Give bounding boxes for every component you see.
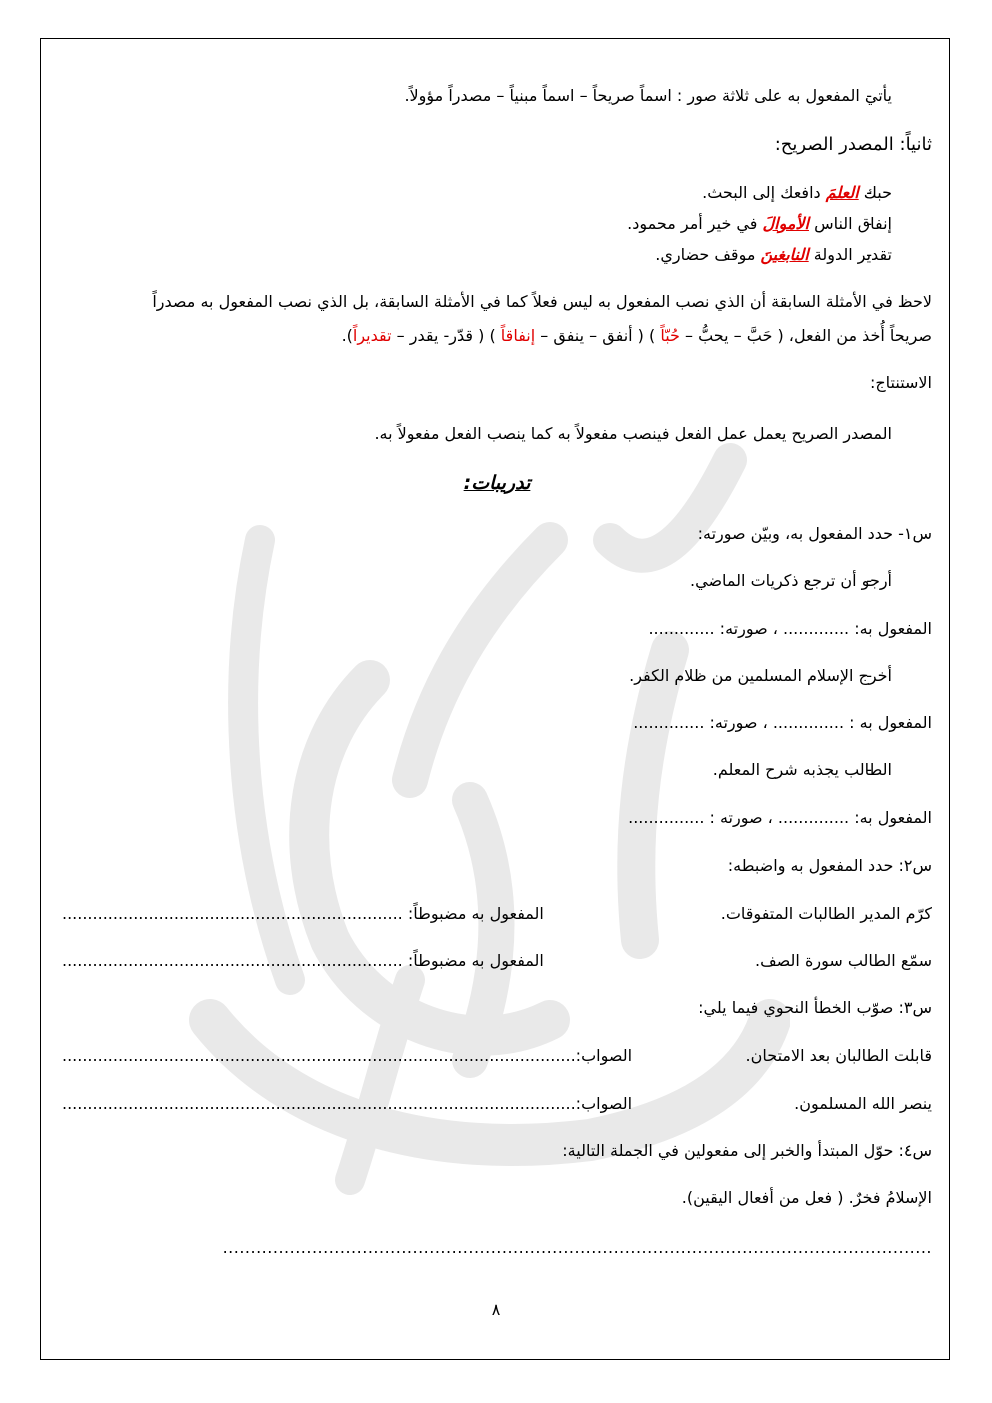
exercises-title: تدريبات:	[463, 472, 531, 494]
q2-row-1: كرّم المدير الطالبات المتفوقات. المفعول به مضبوطاً: ...................................................................	[62, 904, 932, 923]
intro-bullet: - يأتي المفعول به على ثلاثة صور : اسماً صريحاً – اسماً مبنياً – مصدراً مؤولاً.	[62, 86, 932, 105]
q3-row-1: قابلت الطالبان بعد الامتحان. الصواب:.....................................................................................................	[62, 1046, 932, 1065]
example-3: - تقدير الدولة النابغينَ موقف حضاري.	[62, 245, 932, 264]
question-2: س٢: حدد المفعول به واضبطه:	[727, 856, 932, 875]
q1-sentence-2: - أخرج الإسلام المسلمين من ظلام الكفر.	[62, 666, 932, 685]
q1-answer-1: المفعول به: ............. ، صورته: .............	[648, 619, 932, 638]
q1-answer-2: المفعول به : .............. ، صورته: ..............	[633, 713, 932, 732]
note-line-1: لاحظ في الأمثلة السابقة أن الذي نصب المفعول به ليس فعلاً كما في الأمثلة السابقة، بل الذي نصب المفعول به مصدراً	[152, 292, 932, 311]
example-2: - إنفاق الناس الأموالَ في خير أمر محمود.	[62, 214, 932, 233]
q2-row-2: سمّع الطالب سورة الصف. المفعول به مضبوطاً: ...................................................................	[62, 951, 932, 970]
conclusion-label: الاستنتاج:	[869, 373, 932, 392]
q1-sentence-3: - الطالب يجذبه شرح المعلم.	[62, 760, 932, 779]
heading-explicit-masdar: ثانياً: المصدر الصريح:	[774, 134, 932, 155]
page-border	[40, 38, 950, 1360]
question-1: س١- حدد المفعول به، وبيّن صورته:	[697, 524, 932, 543]
conclusion-text: - المصدر الصريح يعمل عمل الفعل فينصب مفعولاً به كما ينصب الفعل مفعولاً به.	[62, 424, 932, 443]
page-number: ٨	[491, 1300, 501, 1319]
q4-answer-line: ...............................................................................................................................	[222, 1238, 932, 1257]
q4-sentence: الإسلامُ فخرٌ. ( فعل من أفعال اليقين).	[681, 1188, 932, 1207]
question-3: س٣: صوّب الخطأ النحوي فيما يلي:	[698, 998, 932, 1017]
q1-sentence-1: - أرجو أن ترجع ذكريات الماضي.	[62, 571, 932, 590]
example-1: - حبك العلمَ دافعك إلى البحث.	[62, 183, 932, 202]
q1-answer-3: المفعول به: .............. ، صورته : ...............	[628, 808, 932, 827]
note-line-2: صريحاً أُخذ من الفعل، ( حَبَّ – يحبُّ – حُبّاً ) ( أنفق – ينفق – إنفاقاً ) ( قدّر- يقدر – تقديراً).	[341, 326, 932, 345]
question-4: س٤: حوّل المبتدأ والخبر إلى مفعولين في الجملة التالية:	[562, 1141, 932, 1160]
q3-row-2: ينصر الله المسلمون. الصواب:.....................................................................................................	[62, 1094, 932, 1113]
